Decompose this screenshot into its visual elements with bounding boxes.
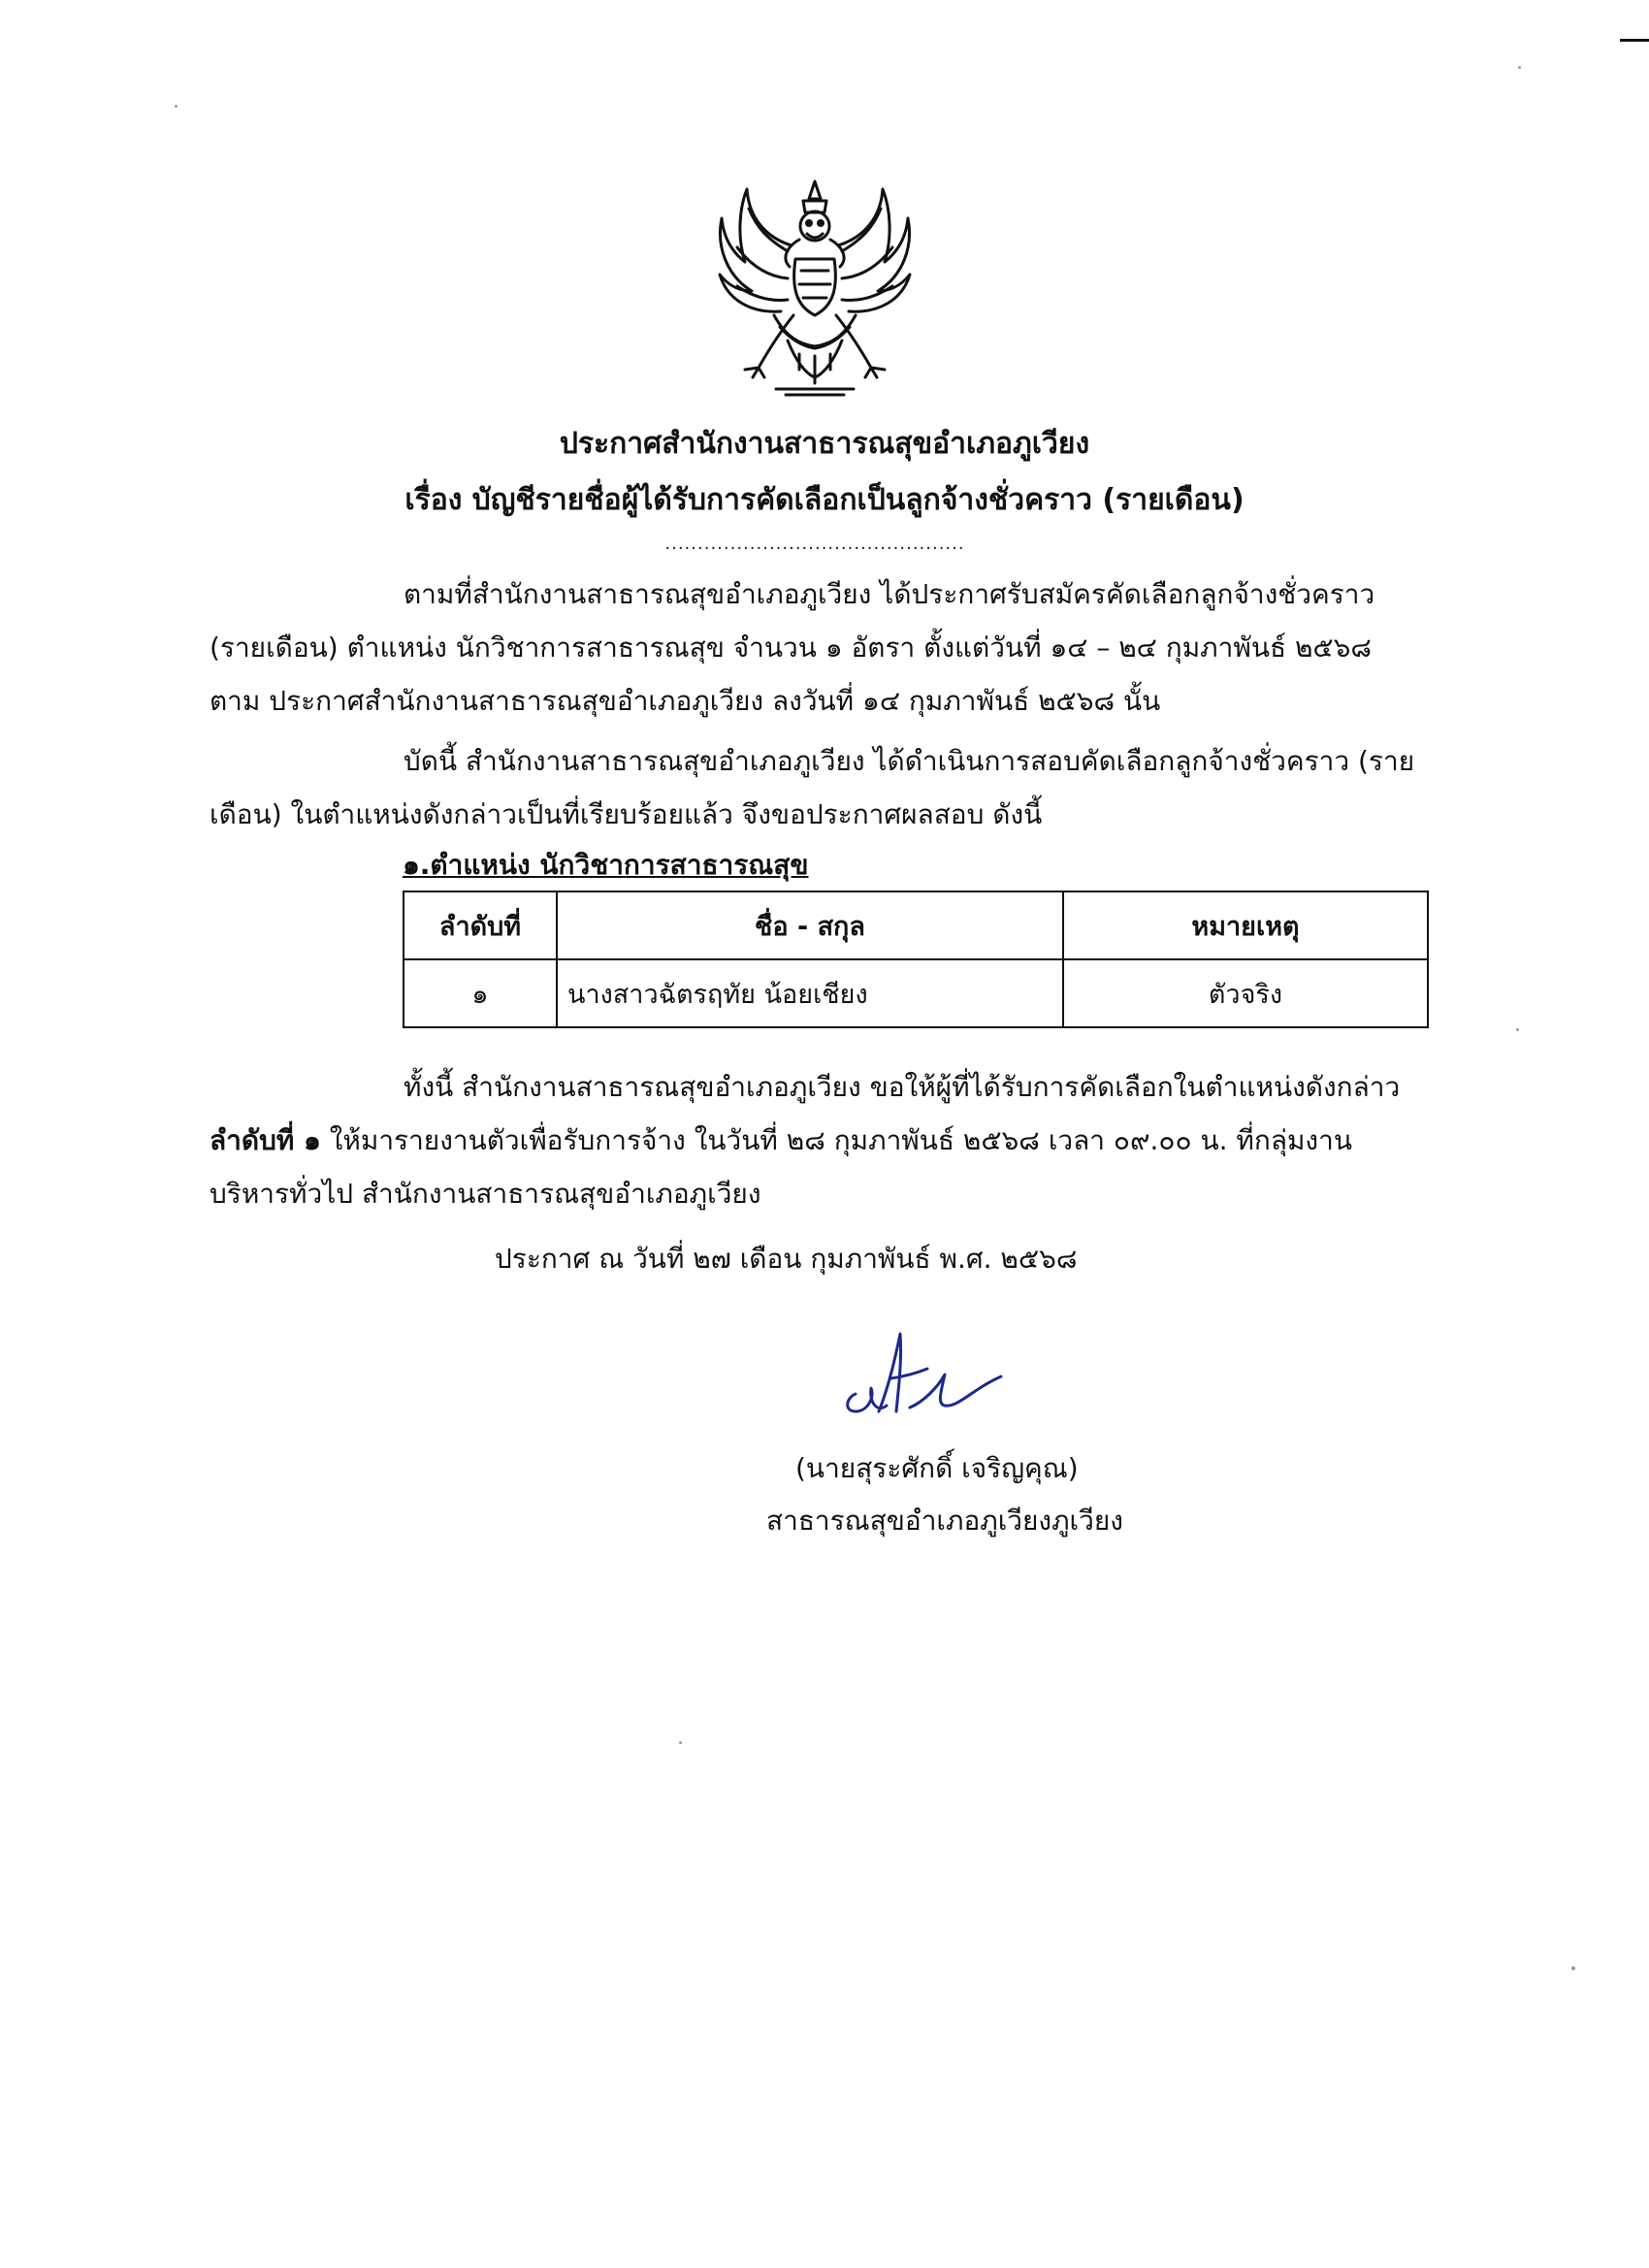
table-row bbox=[404, 959, 1428, 1027]
table-header-row bbox=[404, 891, 1428, 959]
paragraph-instruction bbox=[210, 1060, 1426, 1220]
paragraph-result bbox=[210, 734, 1426, 841]
cell-order: ๑ bbox=[404, 959, 557, 1027]
title-separator: .............................................. bbox=[664, 534, 965, 554]
signer-title: สาธารณสุขอำเภอภูเวียงภูเวียง bbox=[766, 1505, 1123, 1537]
cell-note: ตัวจริง bbox=[1063, 959, 1428, 1027]
scan-speck bbox=[175, 105, 178, 108]
paragraph-instruction-start: ทั้งนี้ สำนักงานสาธารณสุขอำเภอภูเวียง ขอให้ผู้ที่ได้รับการคัดเลือกในตำแหน่งดังกล่าว bbox=[404, 1071, 1401, 1103]
paragraph-intro bbox=[210, 567, 1426, 728]
signer-name: (นายสุระศักดิ์ เจริญคุณ) bbox=[795, 1452, 1079, 1484]
garuda-emblem-icon bbox=[698, 170, 931, 403]
scan-speck bbox=[679, 1741, 682, 1744]
paragraph-result-text: บัดนี้ สำนักงานสาธารณสุขอำเภอภูเวียง ได้ดำเนินการสอบคัดเลือกลูกจ้างชั่วคราว (รายเดือน) ในตำแหน่งดังกล่าวเป็นที่เรียบร้อยแล้ว จึงขอประกาศผลสอบ ดังนี้ bbox=[210, 745, 1415, 830]
scan-speck bbox=[1516, 1028, 1519, 1031]
scan-edge-mark bbox=[1620, 39, 1649, 42]
column-header-order: ลำดับที่ bbox=[404, 891, 557, 959]
paragraph-instruction-bold: ลำดับที่ ๑ bbox=[210, 1124, 321, 1156]
document-title: ประกาศสำนักงานสาธารณสุขอำเภอภูเวียง bbox=[559, 427, 1090, 461]
paragraph-instruction-end: ให้มารายงานตัวเพื่อรับการจ้าง ในวันที่ ๒๘ กุมภาพันธ์ ๒๕๖๘ เวลา ๐๙.๐๐ น. ที่กลุ่มงานบริหารทั่วไป สำนักงานสาธารณสุขอำเภอภูเวียง bbox=[210, 1124, 1352, 1210]
result-table bbox=[403, 891, 1429, 1028]
scan-speck bbox=[1518, 66, 1521, 69]
section-heading: ๑.ตำแหน่ง นักวิชาการสาธารณสุข bbox=[403, 849, 809, 881]
scan-speck bbox=[1571, 1966, 1575, 1970]
column-header-name: ชื่อ - สกุล bbox=[557, 891, 1063, 959]
announce-date: ประกาศ ณ วันที่ ๒๗ เดือน กุมภาพันธ์ พ.ศ. ๒๕๖๘ bbox=[495, 1243, 1078, 1275]
document-subject: เรื่อง บัญชีรายชื่อผู้ได้รับการคัดเลือกเป็นลูกจ้างชั่วคราว (รายเดือน) bbox=[404, 483, 1245, 517]
paragraph-intro-text: ตามที่สำนักงานสาธารณสุขอำเภอภูเวียง ได้ประกาศรับสมัครคัดเลือกลูกจ้างชั่วคราว (รายเดือน) ตำแหน่ง นักวิชาการสาธารณสุข จำนวน ๑ อัตรา ตั้งแต่วันที่ ๑๔ – ๒๔ กุมภาพันธ์ ๒๕๖๘ ตาม ประกาศสำนักงานสาธารณสุขอำเภอภูเวียง ลงวันที่ ๑๔ กุมภาพันธ์ ๒๕๖๘ นั้น bbox=[210, 578, 1375, 717]
column-header-note: หมายเหตุ bbox=[1063, 891, 1428, 959]
cell-name: นางสาวฉัตรฤทัย น้อยเชียง bbox=[557, 959, 1063, 1027]
handwritten-signature-icon bbox=[836, 1324, 1030, 1431]
